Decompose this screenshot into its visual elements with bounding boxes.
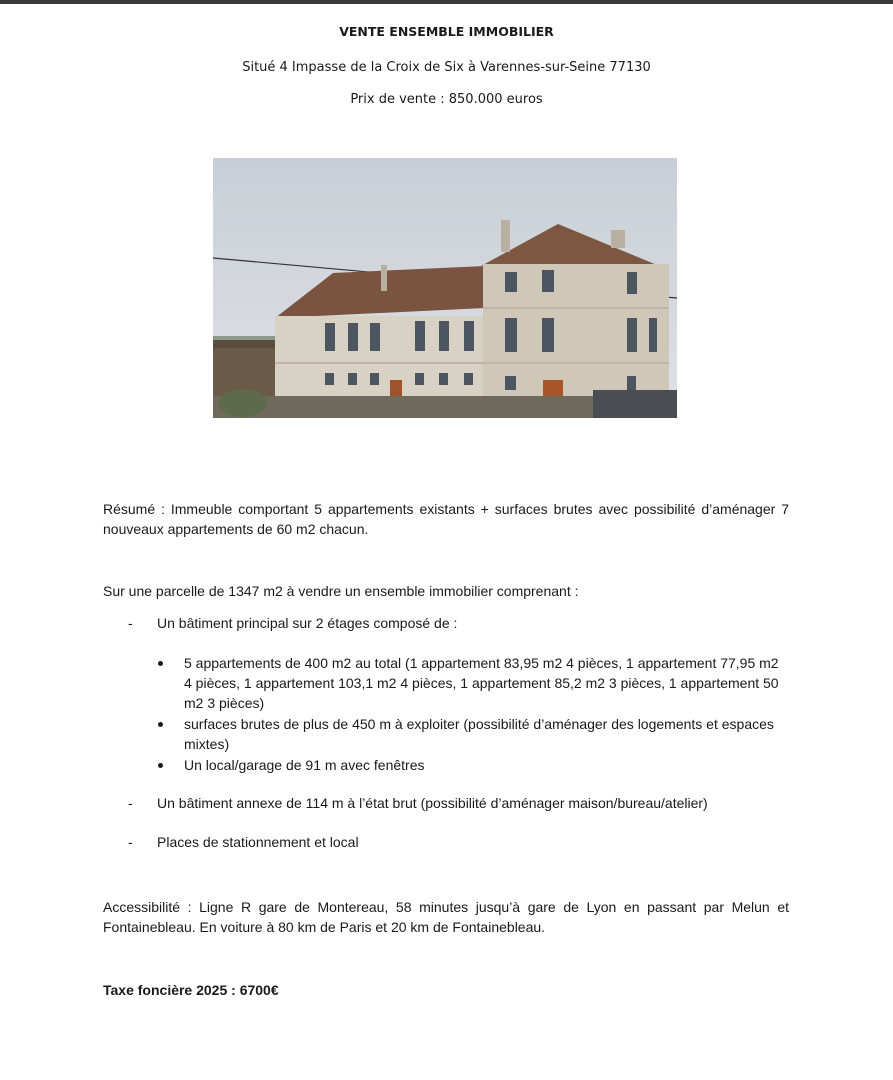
sub-bullet-text: 5 appartements de 400 m2 au total (1 appartement 83,95 m2 4 pièces, 1 appartement 77,95 m2 4 pièces, 1 appartement 103,1 m2 4 pièces, 1 appartement 85,2 m2 3 pièces, 1 appartement 50 m2 3 pièces) bbox=[184, 655, 779, 711]
top-border bbox=[0, 0, 893, 4]
bullet-icon bbox=[158, 661, 163, 666]
intro-paragraph: Sur une parcelle de 1347 m2 à vendre un ensemble immobilier comprenant : bbox=[103, 583, 579, 599]
sub-bullet-item bbox=[156, 755, 790, 775]
sub-bullet-text: surfaces brutes de plus de 450 m à exploiter (possibilité d’aménager des logements et espaces mixtes) bbox=[184, 716, 774, 752]
accessibility-paragraph: Accessibilité : Ligne R gare de Montereau, 58 minutes jusqu’à gare de Lyon en passant par Melun et Fontainebleau. En voiture à 80 km de Paris et 20 km de Fontainebleau. bbox=[103, 899, 789, 935]
sub-bullet-item bbox=[156, 653, 790, 713]
bullet-icon bbox=[158, 722, 163, 727]
sub-bullet-item bbox=[156, 714, 790, 754]
property-tax: Taxe foncière 2025 : 6700€ bbox=[103, 982, 279, 998]
property-address: Situé 4 Impasse de la Croix de Six à Varennes-sur-Seine 77130 bbox=[242, 60, 651, 75]
dash-marker: - bbox=[128, 834, 133, 850]
sub-bullet-list bbox=[156, 653, 790, 776]
dash-marker: - bbox=[128, 795, 133, 811]
building-photo bbox=[213, 158, 677, 418]
summary-paragraph: Résumé : Immeuble comportant 5 appartements existants + surfaces brutes avec possibilité d’aménager 7 nouveaux appartements de 60 m2 chacun. bbox=[103, 501, 789, 537]
list-item-text: Un bâtiment annexe de 114 m à l’état brut (possibilité d’aménager maison/bureau/atelier) bbox=[157, 795, 708, 811]
list-item-text: Un bâtiment principal sur 2 étages composé de : bbox=[157, 615, 458, 631]
sub-bullet-text: Un local/garage de 91 m avec fenêtres bbox=[184, 757, 425, 773]
dash-marker: - bbox=[128, 615, 133, 631]
list-item-text: Places de stationnement et local bbox=[157, 834, 359, 850]
sale-price: Prix de vente : 850.000 euros bbox=[350, 92, 543, 107]
document-title: VENTE ENSEMBLE IMMOBILIER bbox=[339, 24, 554, 39]
bullet-icon bbox=[158, 763, 163, 768]
